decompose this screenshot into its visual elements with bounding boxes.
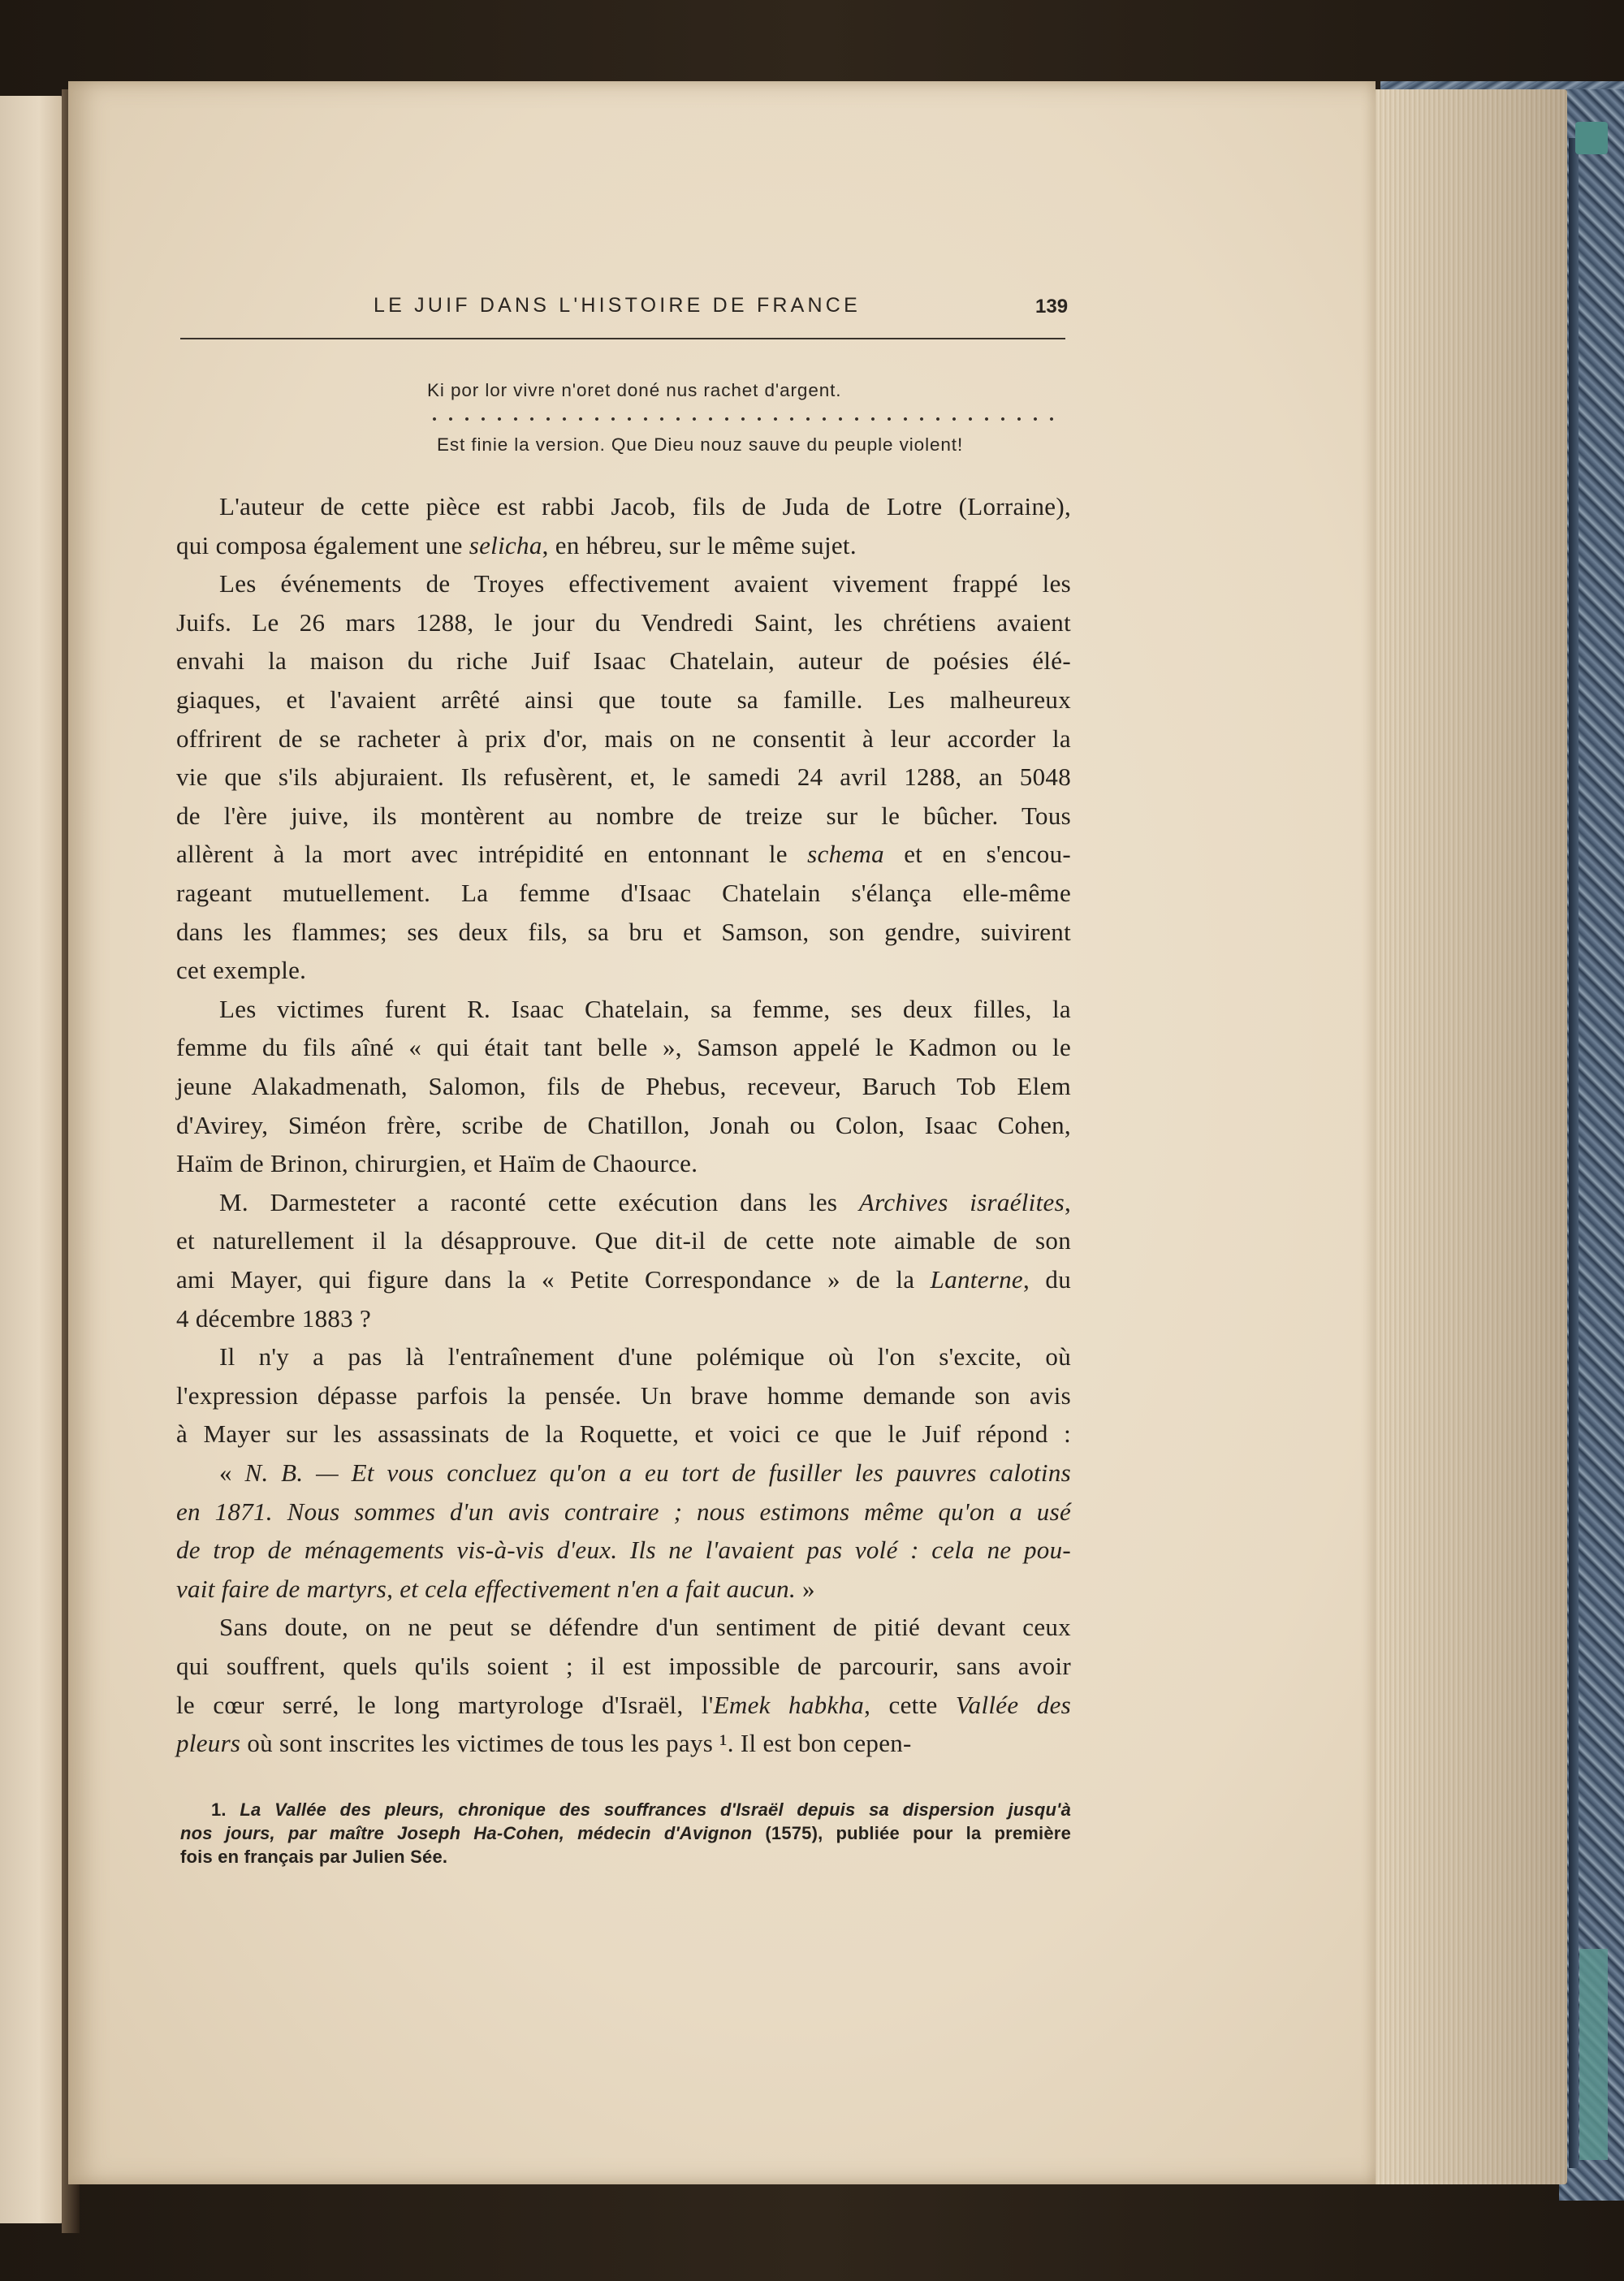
text-run: de trop de ménagements vis-à-vis d'eux. Ils ne l'avaient pas volé : cela ne pou- <box>176 1536 1071 1565</box>
text-run: Les victimes furent R. Isaac Chatelain, sa femme, ses deux filles, la <box>219 994 1071 1023</box>
body-line <box>176 880 1071 905</box>
text-run: jeune Alakadmenath, Salomon, fils de Phebus, receveur, Baruch Tob Elem <box>176 1072 1071 1100</box>
body-line <box>176 607 1071 637</box>
body-line <box>176 1576 1071 1601</box>
text-run: offrirent de se racheter à prix d'or, mais on ne consentit à leur accorder la <box>176 724 1071 753</box>
body-line <box>176 1536 1071 1565</box>
text-run: Les événements de Troyes effectivement avaient vivement frappé les <box>219 569 1071 598</box>
text-run: 1. <box>211 1799 240 1820</box>
text-run: schema <box>807 840 884 869</box>
body-line <box>176 803 1071 828</box>
text-run: ami Mayer, qui figure dans la « Petite Correspondance » de la <box>176 1265 931 1294</box>
text-run: La Vallée des pleurs, chronique des souffrances d'Israël depuis sa dispersion jusqu'à <box>240 1799 1072 1820</box>
page-block-shade <box>1372 89 1567 2184</box>
text-run: femme du fils aîné « qui était tant belle », Samson appelé le Kadmon ou le <box>176 1033 1071 1062</box>
text-run: (1575), publiée pour la première <box>752 1823 1072 1843</box>
body-line <box>219 1342 1071 1372</box>
text-run: « <box>219 1458 245 1487</box>
text-run: nos jours, par maître Joseph Ha-Cohen, médecin d'Avignon <box>180 1823 753 1843</box>
text-run: L'auteur de cette pièce est rabbi Jacob, fils de Juda de Lotre (Lorraine), <box>219 492 1071 521</box>
cover-board-edge <box>1569 138 1579 2168</box>
text-run: Juifs. Le 26 mars 1288, le jour du Vendredi Saint, les chrétiens avaient <box>176 607 1071 637</box>
body-line <box>176 1303 1071 1333</box>
body-line <box>176 530 1071 559</box>
cover-spine-mark <box>1579 1949 1608 2160</box>
text-run: l'expression dépasse parfois la pensée. Un brave homme demande son avis <box>176 1380 1071 1410</box>
body-line <box>176 1112 1071 1138</box>
body-line <box>219 571 1071 596</box>
text-run: à Mayer sur les assassinats de la Roquette, et voici ce que le Juif répond : <box>176 1419 1071 1449</box>
text-run: » <box>796 1574 815 1603</box>
text-run: rageant mutuellement. La femme d'Isaac Chatelain s'élança elle-même <box>176 879 1071 907</box>
verse-line-2: Est finie la version. Que Dieu nouz sauve du peuple violent! <box>437 434 964 455</box>
body-line <box>176 1267 1071 1292</box>
text-run: Sans doute, on ne peut se défendre d'un sentiment de pitié devant ceux <box>219 1613 1071 1642</box>
text-run: Lanterne <box>930 1265 1023 1294</box>
text-run: Archives israélites <box>858 1187 1065 1216</box>
text-run: 4 décembre 1883 ? <box>176 1303 372 1333</box>
text-run: allèrent à la mort avec intrépidité en entonnant le <box>176 840 808 869</box>
text-run: et naturellement il la désapprouve. Que dit-il de cette note aimable de son <box>176 1226 1071 1255</box>
previous-page-edge <box>0 96 65 2223</box>
text-run: de l'ère juive, ils montèrent au nombre de treize sur le bûcher. Tous <box>176 801 1071 830</box>
body-line <box>219 1460 1071 1485</box>
text-run: envahi la maison du riche Juif Isaac Chatelain, auteur de poésies élé- <box>176 646 1071 676</box>
verse-line-1: Ki por lor vivre n'oret doné nus rachet d'argent. <box>427 380 842 400</box>
text-run: qui souffrent, quels qu'ils soient ; il est impossible de parcourir, sans avoir <box>176 1652 1071 1680</box>
text-run: qui composa également une <box>176 530 469 559</box>
body-line <box>219 1187 1071 1216</box>
text-run: , <box>1064 1187 1071 1216</box>
footnote-line <box>211 1801 1071 1819</box>
body-line <box>176 1380 1071 1410</box>
ellipsis-dots <box>426 416 1060 422</box>
text-run: selicha <box>469 530 542 559</box>
body-line <box>219 494 1071 519</box>
footnote-line <box>180 1825 1071 1843</box>
text-run: Il n'y a pas là l'entraînement d'une polémique où l'on s'excite, où <box>219 1342 1071 1372</box>
text-run: en 1871. Nous sommes d'un avis contraire ; nous estimons même qu'on a usé <box>176 1497 1071 1526</box>
text-run: Emek habkha <box>713 1690 865 1719</box>
body-line <box>219 996 1071 1022</box>
text-run: giaques, et l'avaient arrêté ainsi que toute sa famille. Les malheureux <box>176 685 1071 714</box>
text-run: Vallée des <box>955 1690 1071 1719</box>
body-line <box>176 919 1071 944</box>
body-line <box>176 687 1071 712</box>
text-run: où sont inscrites les victimes de tous les pays ¹. Il est bon cepen- <box>240 1729 912 1758</box>
cover-corner-mark <box>1575 122 1608 154</box>
text-run: dans les flammes; ses deux fils, sa bru et Samson, son gendre, suivirent <box>176 917 1071 946</box>
body-line <box>176 1419 1071 1449</box>
text-run: M. Darmesteter a raconté cette exécution dans les <box>219 1187 859 1216</box>
body-line <box>176 1653 1071 1678</box>
body-line <box>176 957 1071 983</box>
footnote-line <box>180 1848 1071 1866</box>
body-line <box>176 1730 1071 1756</box>
body-line <box>176 646 1071 676</box>
text-run: , du <box>1023 1265 1072 1294</box>
text-run: et en s'encou- <box>883 840 1071 869</box>
body-line <box>176 762 1071 792</box>
body-line <box>176 1692 1071 1717</box>
text-run: , cette <box>864 1690 956 1719</box>
page-number: 139 <box>1035 296 1069 318</box>
body-line <box>176 1035 1071 1060</box>
body-line <box>176 1499 1071 1524</box>
text-run: , en hébreu, sur le même sujet. <box>542 530 857 559</box>
text-run: le cœur serré, le long martyrologe d'Israël, l' <box>176 1690 714 1719</box>
body-line <box>176 1228 1071 1253</box>
header-rule <box>180 338 1065 339</box>
body-line <box>176 840 1071 869</box>
text-run: d'Avirey, Siméon frère, scribe de Chatillon, Jonah ou Colon, Isaac Cohen, <box>176 1110 1071 1139</box>
text-run: pleurs <box>176 1729 241 1758</box>
body-line <box>176 1074 1071 1099</box>
body-line <box>176 1151 1071 1176</box>
body-line <box>219 1613 1071 1642</box>
text-run: N. B. — Et vous concluez qu'on a eu tort de fusiller les pauvres calotins <box>244 1458 1071 1487</box>
body-line <box>176 726 1071 751</box>
running-head: LE JUIF DANS L'HISTOIRE DE FRANCE <box>374 294 861 317</box>
text-run: vie que s'ils abjuraient. Ils refusèrent, et, le samedi 24 avril 1288, an 5048 <box>176 762 1071 792</box>
text-run: fois en français par Julien Sée. <box>180 1847 448 1867</box>
text-run: cet exemple. <box>176 956 307 985</box>
text-run: Haïm de Brinon, chirurgien, et Haïm de Chaource. <box>176 1149 698 1178</box>
text-run: vait faire de martyrs, et cela effectivement n'en a fait aucun. <box>176 1574 796 1603</box>
